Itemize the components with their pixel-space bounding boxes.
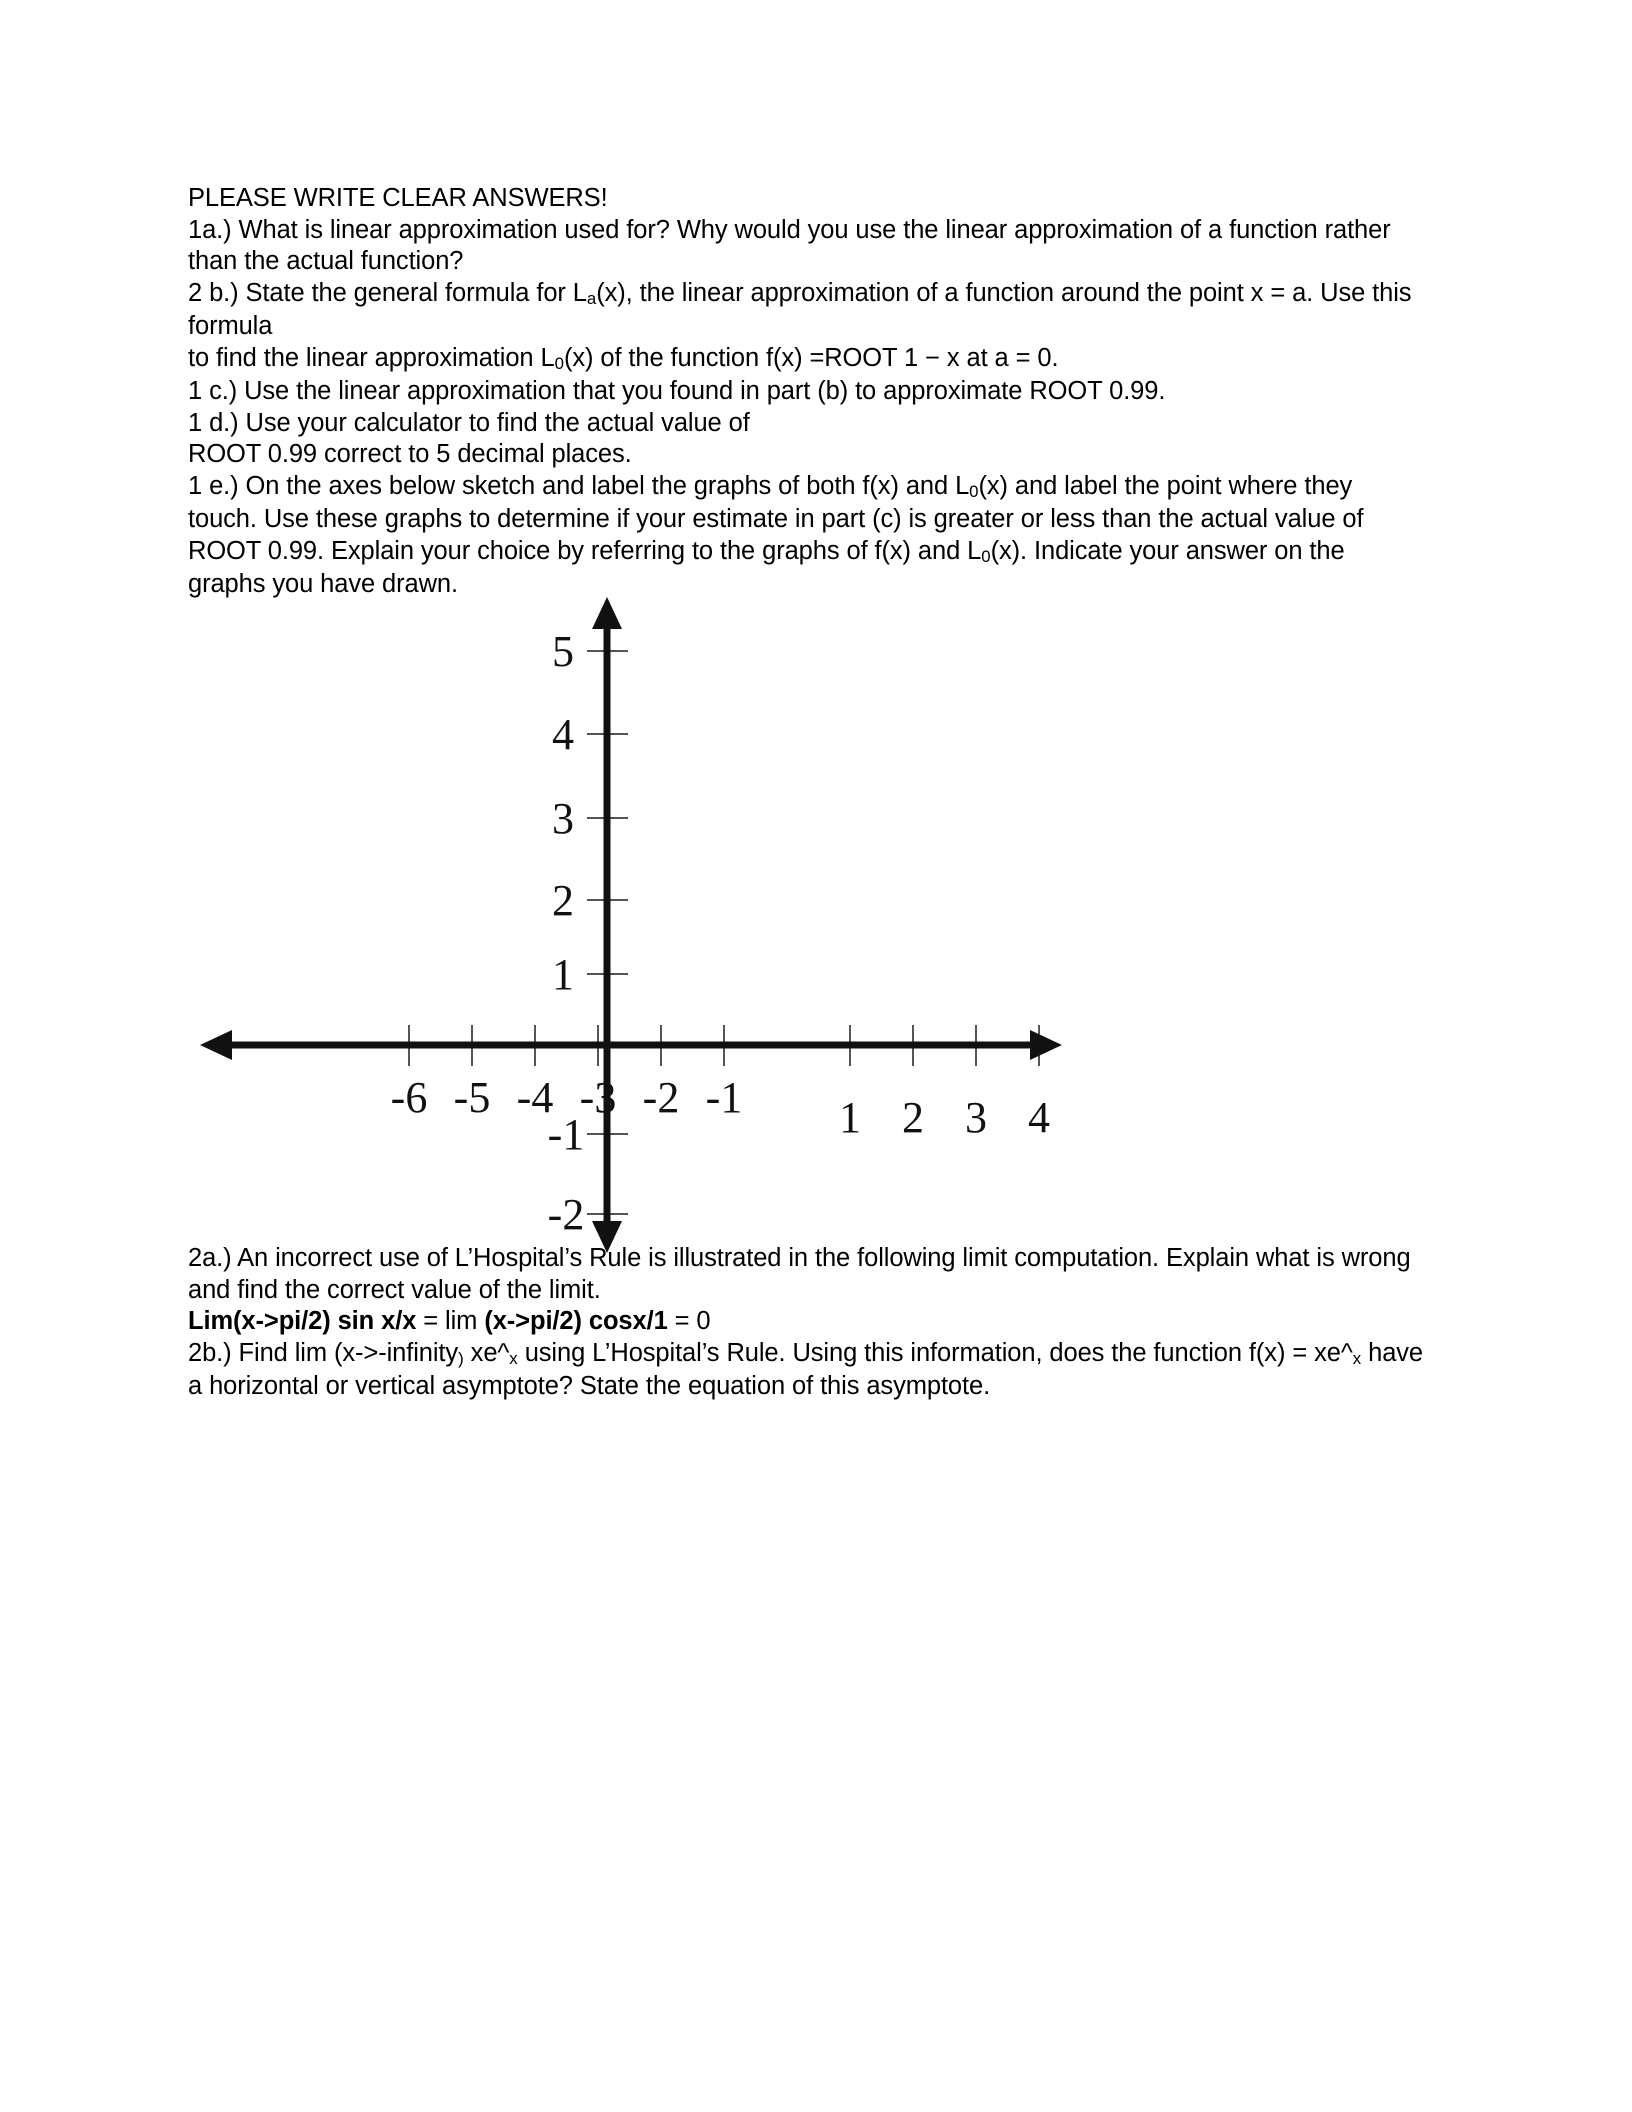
x-tick-label-neg6: -6 — [390, 1073, 428, 1122]
coordinate-axes-figure — [170, 566, 1070, 1256]
question-1d-line2: ROOT 0.99 correct to 5 decimal places. — [188, 440, 632, 468]
question-2b-part2: xe^ — [463, 1338, 510, 1367]
question-1b-line2-subscript-zero: 0 — [554, 354, 564, 374]
limit-bold-part2: (x->pi/2) cosx/1 — [484, 1307, 668, 1335]
cartesian-axes-svg — [170, 566, 1070, 1256]
x-tick-label-neg4: -4 — [516, 1073, 554, 1122]
limit-bold-part1: Lim(x->pi/2) sin x/x — [188, 1307, 417, 1335]
question-2b-subscript-x-1: x — [509, 1349, 518, 1369]
y-axis-labels — [548, 627, 585, 1256]
question-1b-part2: (x), the linear approximation of a function around the point x = a. Use this formula — [188, 278, 1412, 340]
question-2b-subscript-paren: ) — [458, 1349, 464, 1369]
question-2b-text — [188, 1339, 1423, 1401]
x-tick-label-3: 3 — [965, 1093, 987, 1142]
heading-please-write-clear-answers — [188, 183, 1426, 601]
question-1d-line1: 1 d.) Use your calculator to find the actual value of — [188, 408, 750, 437]
question-2a-text: 2a.) An incorrect use of L’Hospital’s Rule is illustrated in the following limit computation. Explain what is wrong and find the correct value of the limit. — [188, 1244, 1411, 1304]
question-1b-line2-part2: (x) of the function f(x) =ROOT 1 − x at a = 0. — [563, 343, 1059, 372]
x-tick-label-neg1: -1 — [705, 1073, 743, 1122]
question-2a-limit-expression — [188, 1307, 711, 1335]
y-tick-label-2: 2 — [552, 876, 574, 925]
question-1b-part1: 2 b.) State the general formula for L — [188, 278, 587, 307]
x-tick-label-neg5: -5 — [453, 1073, 491, 1122]
x-tick-label-2: 2 — [902, 1093, 924, 1142]
y-axis-top-arrowhead — [592, 597, 622, 629]
question-1e-subscript-zero-2: 0 — [981, 547, 991, 567]
question-1c-text: 1 c.) Use the linear approximation that you found in part (b) to approximate ROOT 0.99. — [188, 377, 1166, 405]
x-tick-label-neg2: -2 — [642, 1073, 680, 1122]
question-1b-subscript-a: a — [586, 289, 597, 309]
x-axis-left-arrowhead — [200, 1030, 232, 1060]
question-1-text-block — [188, 183, 1426, 601]
x-tick-label-4: 4 — [1028, 1093, 1050, 1142]
question-2b-subscript-x-2: x — [1352, 1349, 1362, 1369]
y-tick-label-5: 5 — [552, 627, 574, 676]
y-tick-label-1: 1 — [552, 950, 574, 999]
question-1a-text: 1a.) What is linear approximation used for? Why would you use the linear approximation of a function rather than the actual function? — [188, 215, 1391, 275]
question-2b-part1: 2b.) Find lim (x->-infinity — [188, 1338, 459, 1367]
question-1e-part2: (x) and label the point where they touch. Use these graphs to determine if your estimate in part (c) is greater or less than the actual value of ROOT 0.99. Explain your choice by referring to the graphs of f(x) and L — [188, 471, 1364, 565]
limit-thin-part2: = 0 — [667, 1307, 711, 1335]
x-axis-labels — [391, 1073, 1070, 1142]
y-tick-label-4: 4 — [552, 710, 574, 759]
x-axis-right-arrowhead — [1030, 1030, 1062, 1060]
question-1e-part3: (x). Indicate your answer on the graphs you have drawn. — [188, 536, 1345, 598]
y-tick-label-3: 3 — [552, 794, 574, 843]
question-1b-line2 — [188, 344, 1058, 372]
x-tick-label-1: 1 — [839, 1093, 861, 1142]
x-tick-label-neg3: -3 — [579, 1073, 617, 1122]
question-2-text-block — [188, 1243, 1438, 1403]
question-2b-part4: have a horizontal or vertical asymptote? State the equation of this asymptote. — [188, 1338, 1424, 1400]
question-1b-line2-part1: to find the linear approximation L — [188, 343, 555, 372]
question-1b-text — [188, 279, 1411, 341]
question-1e-part1: 1 e.) On the axes below sketch and label the graphs of both f(x) and L — [188, 471, 970, 500]
limit-thin-part1: = lim — [416, 1307, 485, 1335]
question-2-paragraph — [188, 1243, 1438, 1403]
y-tick-label-neg2: -2 — [547, 1190, 585, 1239]
question-1e-subscript-zero-1: 0 — [969, 482, 979, 502]
heading-text: PLEASE WRITE CLEAR ANSWERS! — [188, 184, 608, 212]
y-tick-label-neg1: -1 — [547, 1110, 585, 1159]
question-2b-part3: using L’Hospital’s Rule. Using this information, does the function f(x) = xe^ — [517, 1338, 1353, 1367]
